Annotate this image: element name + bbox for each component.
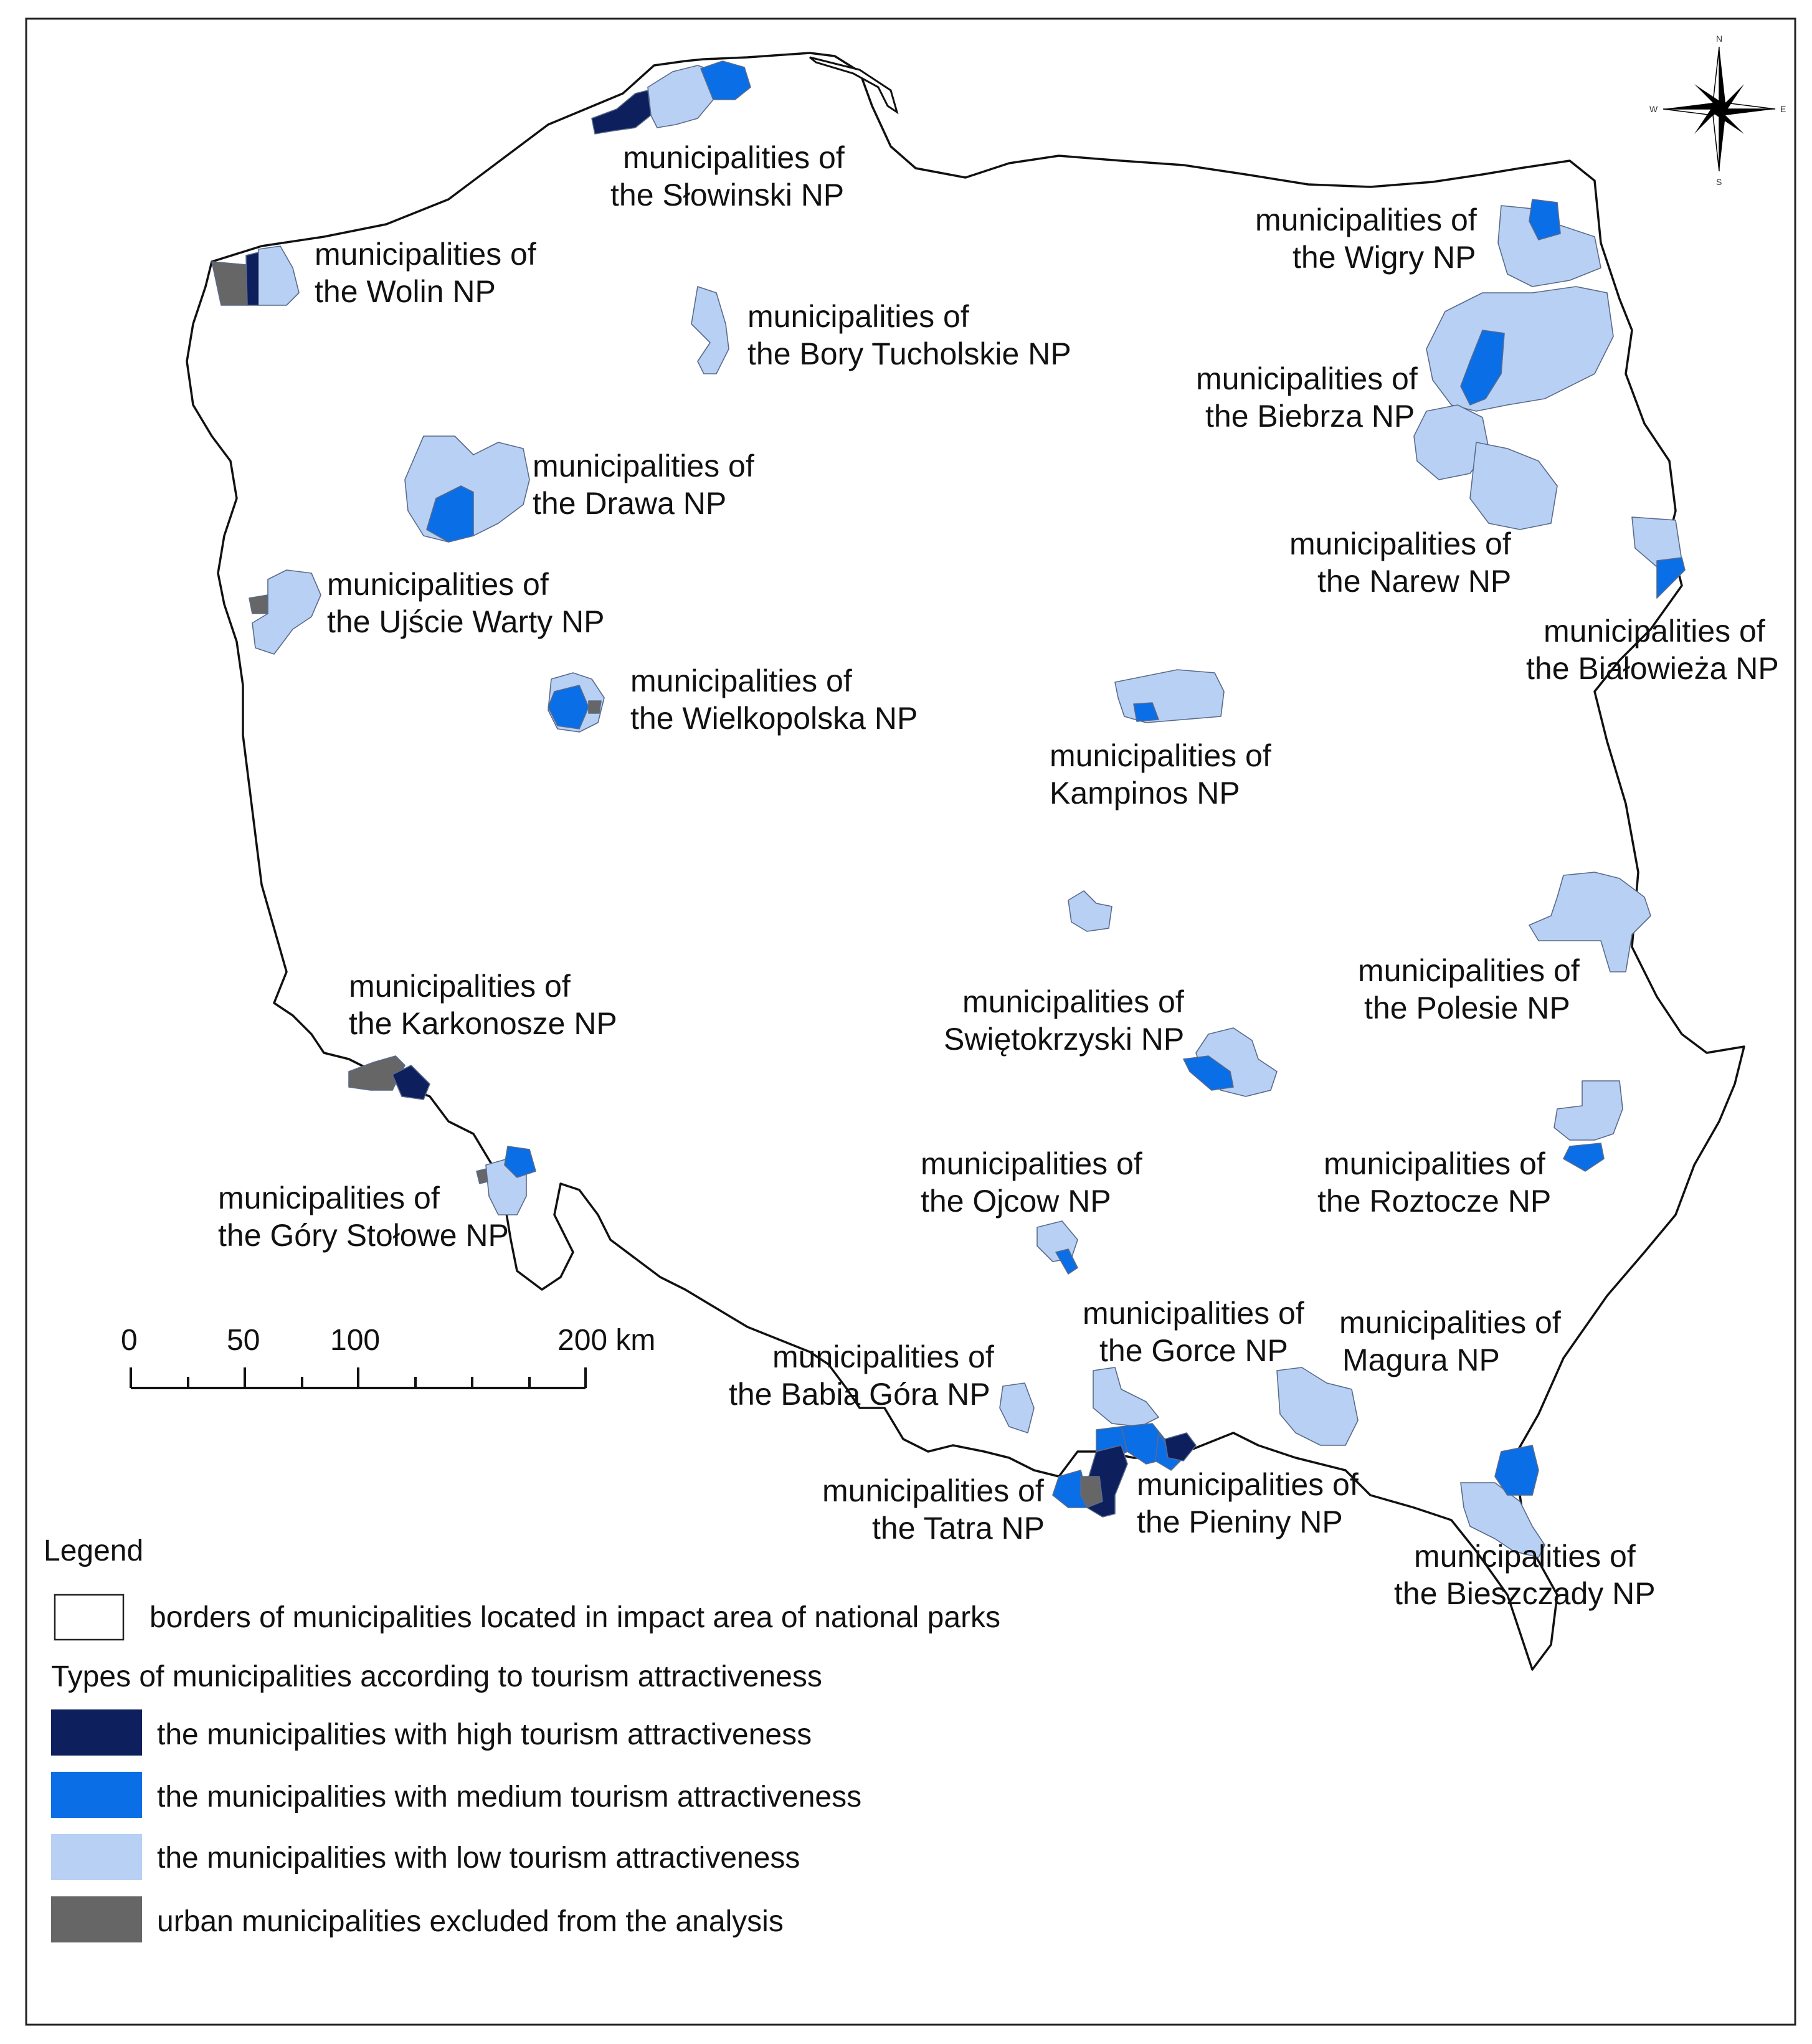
label-polesie-line1: municipalities of <box>1358 953 1580 988</box>
label-bialowieza-line2: the Białowieża NP <box>1526 651 1779 686</box>
label-gory-stolowe-line2: the Góry Stołowe NP <box>218 1218 509 1253</box>
label-ujscie-line1: municipalities of <box>327 567 549 602</box>
label-wolin-line1: municipalities of <box>315 237 536 272</box>
label-ojcow-line2: the Ojcow NP <box>921 1184 1111 1219</box>
label-kampinos-line1: municipalities of <box>1050 738 1271 773</box>
label-bory-line2: the Bory Tucholskie NP <box>747 336 1071 371</box>
label-wolin-line2: the Wolin NP <box>315 274 496 309</box>
scale-tick-0: 0 <box>121 1324 138 1357</box>
label-karkonosze-line2: the Karkonosze NP <box>349 1006 617 1041</box>
label-drawa-line2: the Drawa NP <box>533 486 727 521</box>
label-swietokrzyski-line2: Swiętokrzyski NP <box>944 1022 1185 1057</box>
label-drawa-line1: municipalities of <box>533 449 754 483</box>
label-bialowieza-line1: municipalities of <box>1544 614 1765 649</box>
label-tatra-line1: municipalities of <box>822 1473 1044 1508</box>
legend-high-swatch <box>51 1709 142 1756</box>
label-bieszczady-line2: the Bieszczady NP <box>1394 1576 1656 1611</box>
label-roztocze-line1: municipalities of <box>1324 1146 1545 1181</box>
compass-w-label: W <box>1649 104 1658 114</box>
legend-low-swatch <box>51 1834 142 1880</box>
label-kampinos-line2: Kampinos NP <box>1050 776 1240 810</box>
legend-urban-swatch <box>51 1896 142 1942</box>
label-pieniny-line2: the Pieniny NP <box>1137 1504 1343 1539</box>
scale-tick-200: 200 km <box>557 1324 656 1357</box>
label-ujscie-line2: the Ujście Warty NP <box>327 604 605 639</box>
label-biebrza-line1: municipalities of <box>1196 361 1418 396</box>
label-magura-line2: Magura NP <box>1342 1343 1500 1377</box>
legend-low-label: the municipalities with low tourism attractiveness <box>157 1842 800 1875</box>
legend-border-swatch <box>55 1595 123 1640</box>
legend-high-label: the municipalities with high tourism attractiveness <box>157 1718 812 1751</box>
label-slowinski-line1: municipalities of <box>623 140 845 175</box>
label-narew-line1: municipalities of <box>1289 526 1511 561</box>
label-gorce-line2: the Gorce NP <box>1099 1333 1288 1368</box>
municipality-wolin-high <box>246 252 259 305</box>
label-babia-gora-line2: the Babia Góra NP <box>729 1377 990 1412</box>
label-polesie-line2: the Polesie NP <box>1364 991 1570 1025</box>
label-tatra-line2: the Tatra NP <box>872 1511 1045 1546</box>
compass-s-label: S <box>1716 177 1722 187</box>
legend-border-label: borders of municipalities located in impact area of national parks <box>149 1601 1001 1634</box>
compass-n-label: N <box>1716 34 1723 44</box>
label-magura-line1: municipalities of <box>1339 1305 1561 1340</box>
municipality-ujscie-urban <box>249 595 268 614</box>
label-narew-line2: the Narew NP <box>1317 564 1512 599</box>
label-gory-stolowe-line1: municipalities of <box>218 1181 440 1215</box>
label-wielkopolska-line2: the Wielkopolska NP <box>630 701 918 736</box>
label-wigry-line1: municipalities of <box>1255 202 1477 237</box>
compass-e-label: E <box>1780 104 1786 114</box>
label-bieszczady-line1: municipalities of <box>1414 1539 1636 1574</box>
scale-tick-100: 100 <box>330 1324 381 1357</box>
legend-title: Legend <box>44 1534 144 1567</box>
legend-medium-label: the municipalities with medium tourism attractiveness <box>157 1780 862 1813</box>
label-bory-line1: municipalities of <box>747 299 969 334</box>
label-pieniny-line1: municipalities of <box>1137 1467 1359 1502</box>
label-wielkopolska-line1: municipalities of <box>630 663 852 698</box>
label-slowinski-line2: the Słowinski NP <box>610 178 845 212</box>
label-babia-gora-line1: municipalities of <box>772 1339 994 1374</box>
label-biebrza-line2: the Biebrza NP <box>1205 399 1415 434</box>
legend-urban-label: urban municipalities excluded from the analysis <box>157 1905 784 1938</box>
legend-types-heading: Types of municipalities according to tourism attractiveness <box>51 1660 822 1693</box>
scale-tick-50: 50 <box>227 1324 260 1357</box>
label-ojcow-line1: municipalities of <box>921 1146 1142 1181</box>
label-karkonosze-line1: municipalities of <box>349 969 571 1004</box>
label-gorce-line1: municipalities of <box>1083 1296 1304 1331</box>
municipality-wielkopolska-urban <box>589 701 601 713</box>
label-swietokrzyski-line1: municipalities of <box>962 984 1184 1019</box>
legend-medium-swatch <box>51 1772 142 1818</box>
label-roztocze-line2: the Roztocze NP <box>1317 1184 1552 1219</box>
label-wigry-line2: the Wigry NP <box>1293 240 1476 275</box>
